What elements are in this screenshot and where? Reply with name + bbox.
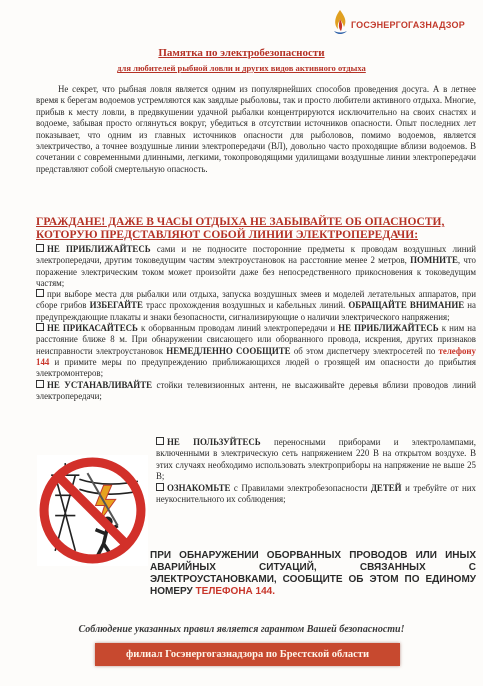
rule-keyword: НЕ ПОЛЬЗУЙТЕСЬ (167, 437, 261, 447)
rule-text: к ним на расстояние ближе 8 м. При обнаружении свисающего или оборванного провода, искрения, других признаков неисправности электроустановок (36, 323, 476, 356)
rule-item (156, 483, 476, 506)
emergency-call-notice (150, 550, 476, 598)
checkbox-icon (36, 323, 44, 331)
rule-text: стойки телевизионных антенн, не высаживайте деревья вблизи проводов линий электропередачи; (36, 379, 477, 401)
checkbox-icon (156, 483, 164, 491)
checkbox-icon (36, 289, 44, 297)
rule-item (156, 437, 476, 482)
rule-keyword: НЕ ПРИБЛИЖАЙТЕСЬ (338, 323, 439, 334)
rule-keyword: ДЕТЕЙ (370, 483, 402, 494)
rule-text: и примите меры по предупреждению приближающихся людей о грозящей им опасности до прибытия электромонтеров; (36, 356, 476, 379)
flame-logo-icon (331, 9, 349, 37)
rule-item (36, 244, 476, 289)
rules-right-column (156, 437, 476, 507)
rule-keyword: ИЗБЕГАЙТЕ (89, 300, 143, 311)
organization-name: ГОСЭНЕРГОГАЗНАДЗОР (351, 20, 465, 30)
phone-number: телефону 144 (36, 345, 476, 367)
rule-keyword: НЕ ПРИБЛИЖАЙТЕСЬ (47, 244, 151, 254)
rule-keyword: НЕ УСТАНАВЛИВАЙТЕ (47, 379, 153, 390)
rule-keyword: ПОМНИТЕ (410, 255, 458, 266)
rule-keyword: НЕ ПРИКАСАЙТЕСЬ (47, 323, 138, 334)
checkbox-icon (36, 380, 44, 388)
warning-heading: ГРАЖДАНЕ! ДАЖЕ В ЧАСЫ ОТДЫХА НЕ ЗАБЫВАЙТЕ ОБ ОПАСНОСТИ, КОТОРУЮ ПРЕДСТАВЛЯЮТ СОБОЙ ЛИНИИ ЭЛЕКТРОПЕРЕДАЧИ: (36, 216, 445, 241)
rule-keyword: ОБРАЩАЙТЕ ВНИМАНИЕ (348, 300, 465, 311)
page-title: Памятка по электробезопасности (158, 47, 325, 59)
intro-paragraph: Не секрет, что рыбная ловля является одним из популярнейших способов проведения досуга. А в летнее время к берегам водоемов устремляются как заядлые рыболовы, так и просто любители активного отдыха. Многие, прибыв к месту ловли, в предвкушении удачной рыбалки концентрируются исключительно на своих снастях и водоеме, забывая просто оглянуться вокруг, убедиться в отсутствии источников опасности. Опыт последних лет показывает, что одним из главных источников опасности для рыболовов, помимо водоемов, является электричество, а точнее воздушные линии электропередачи (ВЛ), довольно часто проходящие вблизи водоемов. В сочетании с современными длинными, легкими, токопроводящими удилищами воздушные линии электропередачи представляют собой смертельную опасность. (36, 84, 476, 174)
call-text: ПРИ ОБНАРУЖЕНИИ ОБОРВАННЫХ ПРОВОДОВ ИЛИ ИНЫХ АВАРИЙНЫХ СИТУАЦИЙ, СВЯЗАННЫХ С ЭЛЕКТРОУСТАНОВКАМИ, СООБЩИТЕ ОБ ЭТОМ ПО ЕДИНОМУ НОМЕРУ (150, 550, 476, 597)
rule-keyword: ОЗНАКОМЬТЕ (167, 483, 231, 494)
rule-item (36, 289, 476, 323)
no-fishing-under-powerline-icon (37, 455, 148, 566)
rule-item (36, 380, 476, 403)
rule-text: и требуйте от них неукоснительного их соблюдения; (156, 483, 476, 505)
emergency-phone: ТЕЛЕФОНА 144. (195, 586, 276, 597)
rules-list (36, 244, 476, 402)
rule-text: с Правилами электробезопасности (230, 483, 371, 494)
safety-guarantee-note: Соблюдение указанных правил является гарантом Вашей безопасности! (78, 624, 405, 635)
rule-text: об этом диспетчеру электросетей по (290, 345, 439, 356)
rule-item (36, 323, 476, 379)
rule-keyword: НЕМЕДЛЕННО СООБЩИТЕ (166, 345, 291, 356)
page-subtitle: для любителей рыбной ловли и других видов активного отдыха (117, 63, 366, 73)
rule-text: переносными приборами и электролампами, включенными в электрическую сеть напряжением 220 В на открытом воздухе. В этих случаях необходимо использовать электроприборы на напряжение не выше 25 В; (156, 437, 476, 481)
checkbox-icon (156, 437, 164, 445)
footer-banner: филиал Госэнергогазнадзора по Брестской области (95, 643, 400, 666)
rule-text: сами и не подносите посторонние предметы к проводам воздушных линий электропередачи, другим токоведущим частям электроустановок на расстояние менее 2 метров, (36, 244, 477, 266)
rule-text: к оборванным проводам линий электропередачи и (137, 323, 339, 334)
rule-text: , что поражение электрическим током может произойти даже без непосредственного прикосновения к токоведущим частям; (36, 255, 476, 288)
rule-text: трасс прохождения воздушных и кабельных линий. (142, 300, 349, 311)
rule-text: на предупреждающие плакаты и знаки безопасности, сигнализирующие о наличии электрического напряжения; (36, 300, 476, 322)
rule-text: при выборе места для рыбалки или отдыха, запуска воздушных змеев и моделей летательных аппаратов, при сборе грибов (36, 289, 476, 311)
checkbox-icon (36, 244, 44, 252)
